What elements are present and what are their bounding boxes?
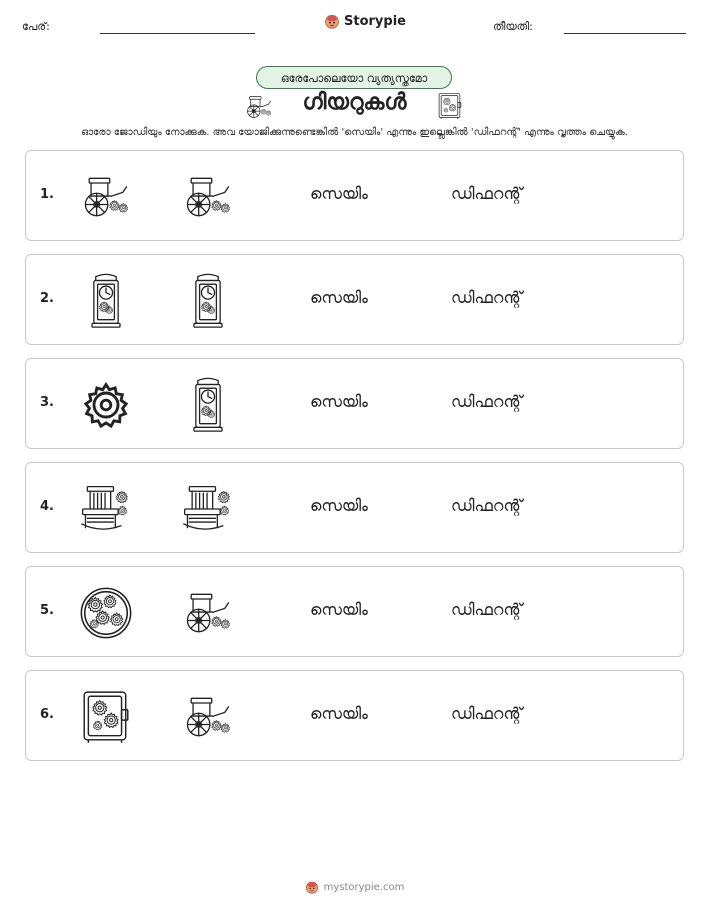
footer bbox=[0, 880, 709, 894]
option-same[interactable]: സെയിം bbox=[310, 496, 368, 515]
page-title: ഗിയറുകൾ bbox=[302, 90, 407, 115]
option-same[interactable]: സെയിം bbox=[310, 600, 368, 619]
worksheet-header bbox=[0, 10, 709, 40]
question-number: 4. bbox=[40, 499, 54, 514]
question-row bbox=[25, 254, 684, 345]
gear-cart-icon bbox=[78, 169, 134, 225]
gear-safe-icon bbox=[78, 689, 134, 745]
name-label: പേര്: bbox=[22, 20, 50, 33]
date-field[interactable] bbox=[564, 33, 686, 34]
gear-clock-icon bbox=[180, 273, 236, 329]
question-row bbox=[25, 670, 684, 761]
option-different[interactable]: ഡിഫറന്റ് bbox=[451, 392, 523, 411]
footer-url[interactable]: mystorypie.com bbox=[323, 881, 405, 893]
option-same[interactable]: സെയിം bbox=[310, 704, 368, 723]
question-number: 2. bbox=[40, 291, 54, 306]
brand-name: Storypie bbox=[344, 13, 406, 29]
question-number: 3. bbox=[40, 395, 54, 410]
question-row bbox=[25, 358, 684, 449]
gear-icon bbox=[78, 377, 134, 433]
storypie-logo bbox=[324, 13, 406, 29]
pie-mascot-icon bbox=[305, 880, 319, 894]
gear-cart-icon bbox=[180, 585, 236, 641]
option-same[interactable]: സെയിം bbox=[310, 184, 368, 203]
pie-mascot-icon bbox=[324, 13, 340, 29]
option-different[interactable]: ഡിഫറന്റ് bbox=[451, 184, 523, 203]
gear-clock-icon bbox=[78, 273, 134, 329]
gear-cart-icon bbox=[180, 169, 236, 225]
question-number: 6. bbox=[40, 707, 54, 722]
option-different[interactable]: ഡിഫറന്റ് bbox=[451, 704, 523, 723]
category-pill: ഒരേപോലെയോ വ്യത്യസ്തമോ bbox=[256, 66, 452, 89]
name-field[interactable] bbox=[100, 33, 255, 34]
gear-safe-icon bbox=[437, 92, 463, 120]
question-row bbox=[25, 566, 684, 657]
option-same[interactable]: സെയിം bbox=[310, 288, 368, 307]
question-number: 1. bbox=[40, 187, 54, 202]
question-row bbox=[25, 150, 684, 241]
gear-loom-icon bbox=[78, 481, 134, 537]
gear-loom-icon bbox=[180, 481, 236, 537]
title-row bbox=[0, 90, 709, 124]
option-different[interactable]: ഡിഫറന്റ് bbox=[451, 600, 523, 619]
option-different[interactable]: ഡിഫറന്റ് bbox=[451, 288, 523, 307]
gear-cart-icon bbox=[180, 689, 236, 745]
gear-watch-icon bbox=[78, 585, 134, 641]
instructions: ഓരോ ജോഡിയും നോക്കുക. അവ യോജിക്കുന്നുണ്ടെങ്കിൽ 'സെയിം' എന്നും ഇല്ലെങ്കിൽ 'ഡിഫറന്റ്' എന്നും വൃത്തം ചെയ്യുക. bbox=[81, 127, 628, 138]
question-row bbox=[25, 462, 684, 553]
question-number: 5. bbox=[40, 603, 54, 618]
option-same[interactable]: സെയിം bbox=[310, 392, 368, 411]
date-label: തീയതി: bbox=[493, 20, 533, 33]
option-different[interactable]: ഡിഫറന്റ് bbox=[451, 496, 523, 515]
gear-clock-icon bbox=[180, 377, 236, 433]
